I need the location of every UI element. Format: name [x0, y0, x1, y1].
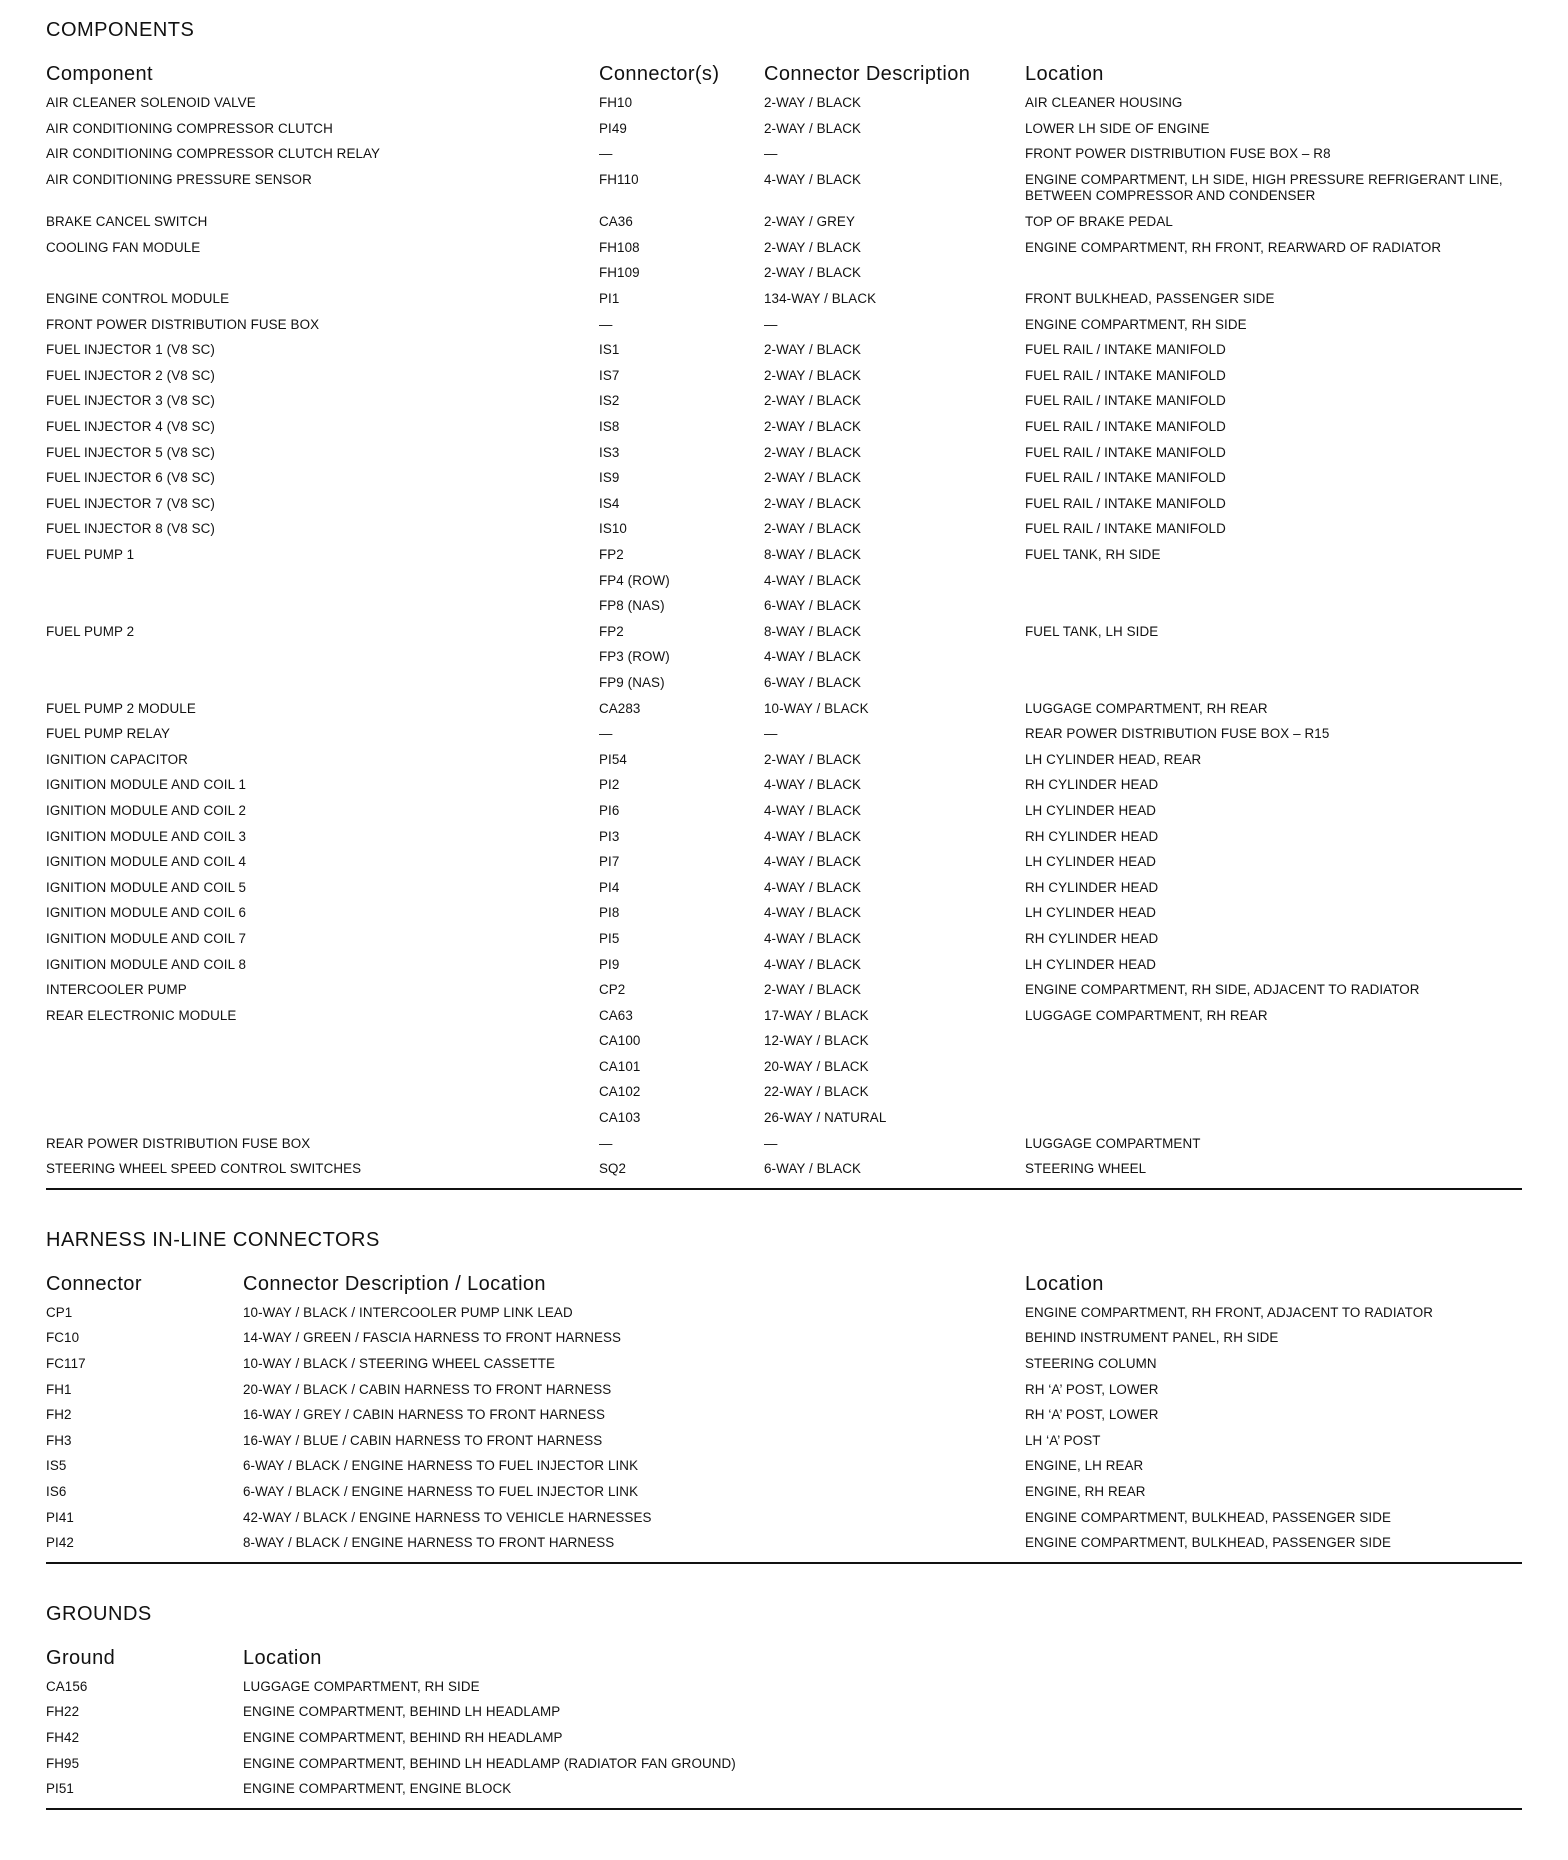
component-location: FUEL RAIL / INTAKE MANIFOLD	[1025, 342, 1226, 358]
connector-location: LH ‘A’ POST	[1025, 1432, 1101, 1448]
connector-description: 4-WAY / BLACK	[764, 649, 862, 665]
header-location: Location	[1025, 63, 1104, 85]
connector-id: —	[599, 726, 613, 742]
component-location: FUEL RAIL / INTAKE MANIFOLD	[1025, 419, 1226, 435]
table-row	[46, 1327, 1522, 1353]
harness-table-body	[46, 1302, 1522, 1558]
connector-description: 20-WAY / BLACK	[764, 1058, 869, 1074]
connector-id: IS8	[599, 419, 620, 435]
component-name: IGNITION MODULE AND COIL 3	[46, 828, 247, 844]
table-row	[46, 1081, 1522, 1107]
component-location: RH CYLINDER HEAD	[1025, 828, 1159, 844]
table-row	[46, 570, 1522, 596]
table-row	[46, 118, 1522, 144]
connector-id: PI49	[599, 120, 627, 136]
component-name	[46, 1081, 599, 1084]
component-location: FUEL RAIL / INTAKE MANIFOLD	[1025, 367, 1226, 383]
component-location: ENGINE COMPARTMENT, RH SIDE	[1025, 316, 1247, 332]
connector-id: FC10	[46, 1330, 80, 1346]
component-name: FUEL INJECTOR 7 (V8 SC)	[46, 495, 215, 511]
ground-id: PI51	[46, 1781, 74, 1797]
table-row	[46, 698, 1522, 724]
table-row	[46, 237, 1522, 263]
component-location: FUEL RAIL / INTAKE MANIFOLD	[1025, 521, 1226, 537]
component-name: FUEL INJECTOR 4 (V8 SC)	[46, 419, 215, 435]
component-location	[1025, 646, 1522, 649]
connector-id: IS6	[46, 1484, 67, 1499]
harness-header-row	[46, 1266, 1522, 1296]
table-row	[46, 1056, 1522, 1082]
component-name: FUEL PUMP 2	[46, 623, 135, 639]
component-location: LOWER LH SIDE OF ENGINE	[1025, 120, 1210, 136]
ground-id: CA156	[46, 1678, 88, 1694]
connector-location: ENGINE COMPARTMENT, BULKHEAD, PASSENGER SIDE	[1025, 1535, 1392, 1551]
table-row	[46, 902, 1522, 928]
component-name: FUEL INJECTOR 3 (V8 SC)	[46, 393, 215, 409]
table-row	[46, 1005, 1522, 1031]
component-name: FUEL PUMP 2 MODULE	[46, 700, 196, 716]
connector-description: 10-WAY / BLACK / INTERCOOLER PUMP LINK LEAD	[243, 1304, 573, 1320]
components-section	[46, 10, 1522, 1190]
component-location: LH CYLINDER HEAD	[1025, 802, 1157, 818]
connector-description: 134-WAY / BLACK	[764, 291, 877, 307]
table-row	[46, 493, 1522, 519]
component-name	[46, 1030, 599, 1033]
component-location: TOP OF BRAKE PEDAL	[1025, 214, 1173, 230]
table-row	[46, 1676, 1522, 1702]
component-location: FRONT BULKHEAD, PASSENGER SIDE	[1025, 291, 1275, 307]
connector-description: 4-WAY / BLACK	[764, 905, 862, 921]
table-row	[46, 851, 1522, 877]
component-location: LH CYLINDER HEAD, REAR	[1025, 751, 1202, 767]
connector-description: 4-WAY / BLACK	[764, 572, 862, 588]
connector-id: PI1	[599, 291, 620, 307]
header-location: Location	[1025, 1272, 1104, 1295]
connector-id: FH10	[599, 95, 633, 110]
components-header-row	[46, 56, 1522, 86]
component-location	[1025, 595, 1522, 598]
table-row	[46, 595, 1522, 621]
connector-id: PI54	[599, 751, 627, 767]
ground-location: LUGGAGE COMPARTMENT, RH SIDE	[243, 1678, 480, 1694]
table-row	[46, 672, 1522, 698]
connector-description: 2-WAY / BLACK	[764, 239, 862, 255]
table-row	[46, 1701, 1522, 1727]
connector-description: 8-WAY / BLACK	[764, 547, 862, 562]
table-row	[46, 749, 1522, 775]
table-row	[46, 800, 1522, 826]
connector-id: CP1	[46, 1304, 73, 1320]
connector-id: PI5	[599, 930, 620, 946]
table-row	[46, 1753, 1522, 1779]
connector-description: 2-WAY / BLACK	[764, 470, 862, 486]
component-name	[46, 1056, 599, 1059]
header-connectors: Connector(s)	[599, 63, 720, 85]
component-location: FUEL RAIL / INTAKE MANIFOLD	[1025, 393, 1226, 409]
table-row	[46, 954, 1522, 980]
grounds-title: GROUNDS	[46, 1602, 152, 1625]
connector-location: RH ‘A’ POST, LOWER	[1025, 1381, 1159, 1397]
grounds-section	[46, 1594, 1522, 1810]
component-name: FUEL PUMP 1	[46, 547, 135, 562]
table-row	[46, 826, 1522, 852]
connector-description: 2-WAY / BLACK	[764, 444, 862, 460]
connector-description: 14-WAY / GREEN / FASCIA HARNESS TO FRONT HARNESS	[243, 1330, 622, 1346]
header-connector-description: Connector Description	[764, 63, 971, 85]
component-name: ENGINE CONTROL MODULE	[46, 291, 230, 307]
component-location: AIR CLEANER HOUSING	[1025, 95, 1183, 110]
connector-id: IS3	[599, 444, 620, 460]
connector-id: FP8 (NAS)	[599, 598, 665, 614]
component-location	[1025, 1056, 1522, 1059]
component-name: REAR POWER DISTRIBUTION FUSE BOX	[46, 1135, 311, 1151]
table-row	[46, 1532, 1522, 1558]
table-row	[46, 92, 1522, 118]
component-location	[1025, 1107, 1522, 1110]
ground-location: ENGINE COMPARTMENT, BEHIND RH HEADLAMP	[243, 1729, 563, 1745]
ground-location: ENGINE COMPARTMENT, BEHIND LH HEADLAMP	[243, 1704, 561, 1720]
connector-id: CA102	[599, 1084, 641, 1100]
component-name: BRAKE CANCEL SWITCH	[46, 214, 208, 230]
ground-location: ENGINE COMPARTMENT, BEHIND LH HEADLAMP (RADIATOR FAN GROUND)	[243, 1755, 736, 1771]
connector-description: —	[764, 316, 778, 332]
table-row	[46, 877, 1522, 903]
component-location	[1025, 262, 1522, 265]
connector-location: RH ‘A’ POST, LOWER	[1025, 1407, 1159, 1423]
connector-description: 6-WAY / BLACK / ENGINE HARNESS TO FUEL INJECTOR LINK	[243, 1484, 639, 1499]
connector-description: 2-WAY / BLACK	[764, 419, 862, 435]
connector-description: 4-WAY / BLACK	[764, 828, 862, 844]
table-row	[46, 1430, 1522, 1456]
connector-location: ENGINE, LH REAR	[1025, 1458, 1144, 1474]
component-location: ENGINE COMPARTMENT, RH FRONT, REARWARD OF RADIATOR	[1025, 239, 1442, 255]
ground-id: FH42	[46, 1729, 80, 1745]
component-location	[1025, 1081, 1522, 1084]
connector-id: —	[599, 146, 613, 162]
table-row	[46, 314, 1522, 340]
table-row	[46, 1379, 1522, 1405]
header-connector-description-location: Connector Description / Location	[243, 1272, 546, 1295]
component-name	[46, 570, 599, 573]
table-row	[46, 1353, 1522, 1379]
connector-id: IS10	[599, 521, 627, 537]
table-row	[46, 979, 1522, 1005]
component-location: LH CYLINDER HEAD	[1025, 956, 1157, 972]
connector-id: PI2	[599, 777, 620, 793]
connector-id: FC117	[46, 1356, 86, 1372]
component-name: IGNITION MODULE AND COIL 2	[46, 802, 247, 818]
connector-description: 2-WAY / BLACK	[764, 95, 862, 110]
grounds-table-body	[46, 1676, 1522, 1804]
table-row	[46, 416, 1522, 442]
table-row	[46, 518, 1522, 544]
connector-id: IS4	[599, 495, 620, 511]
ground-id: FH95	[46, 1755, 80, 1771]
grounds-header-row	[46, 1640, 1522, 1670]
table-row	[46, 390, 1522, 416]
connector-description: 2-WAY / BLACK	[764, 367, 862, 383]
connector-id: CP2	[599, 982, 626, 998]
component-name: IGNITION MODULE AND COIL 8	[46, 956, 247, 972]
connector-id: IS9	[599, 470, 620, 486]
table-row	[46, 774, 1522, 800]
connector-description: 17-WAY / BLACK	[764, 1007, 869, 1023]
component-location: LUGGAGE COMPARTMENT, RH REAR	[1025, 1007, 1268, 1023]
section-divider	[46, 1562, 1522, 1564]
ground-id: FH22	[46, 1704, 80, 1720]
table-row	[46, 928, 1522, 954]
table-row	[46, 1727, 1522, 1753]
component-name	[46, 646, 599, 649]
component-name: AIR CONDITIONING COMPRESSOR CLUTCH	[46, 120, 333, 136]
component-name: IGNITION MODULE AND COIL 5	[46, 879, 247, 895]
connector-description: 4-WAY / BLACK	[764, 854, 862, 870]
connector-id: FP3 (ROW)	[599, 649, 670, 665]
component-location: FRONT POWER DISTRIBUTION FUSE BOX – R8	[1025, 146, 1331, 162]
component-name: IGNITION MODULE AND COIL 7	[46, 930, 247, 946]
connector-id: FH108	[599, 239, 640, 255]
connector-id: FP2	[599, 623, 624, 639]
connector-id: CA100	[599, 1033, 641, 1049]
connector-description: 6-WAY / BLACK / ENGINE HARNESS TO FUEL INJECTOR LINK	[243, 1458, 639, 1474]
connector-id: IS1	[599, 342, 620, 358]
connector-id: PI6	[599, 802, 620, 818]
connector-id: PI7	[599, 854, 620, 870]
components-title: COMPONENTS	[46, 19, 195, 41]
connector-id: FP2	[599, 547, 624, 562]
component-name: IGNITION MODULE AND COIL 6	[46, 905, 247, 921]
table-row	[46, 288, 1522, 314]
connector-description: 4-WAY / BLACK	[764, 879, 862, 895]
table-row	[46, 1455, 1522, 1481]
connector-description: 2-WAY / GREY	[764, 214, 855, 230]
connector-description: 2-WAY / BLACK	[764, 120, 862, 136]
table-row	[46, 169, 1522, 212]
component-location: RH CYLINDER HEAD	[1025, 777, 1159, 793]
component-location: FUEL TANK, LH SIDE	[1025, 623, 1159, 639]
connector-description: 8-WAY / BLACK / ENGINE HARNESS TO FRONT HARNESS	[243, 1535, 615, 1551]
component-location: ENGINE COMPARTMENT, RH SIDE, ADJACENT TO RADIATOR	[1025, 982, 1420, 998]
table-row	[46, 211, 1522, 237]
connector-location: ENGINE COMPARTMENT, RH FRONT, ADJACENT TO RADIATOR	[1025, 1304, 1434, 1320]
connector-description: —	[764, 1135, 778, 1151]
component-location: STEERING WHEEL	[1025, 1161, 1147, 1177]
table-row	[46, 1030, 1522, 1056]
component-location: FUEL RAIL / INTAKE MANIFOLD	[1025, 470, 1226, 486]
table-row	[46, 262, 1522, 288]
connector-description: 26-WAY / NATURAL	[764, 1110, 887, 1126]
table-row	[46, 621, 1522, 647]
connector-id: FP9 (NAS)	[599, 674, 665, 690]
component-location	[1025, 672, 1522, 675]
connector-id: —	[599, 316, 613, 332]
connector-id: IS2	[599, 393, 620, 409]
connector-location: ENGINE, RH REAR	[1025, 1484, 1146, 1499]
component-name: AIR CONDITIONING COMPRESSOR CLUTCH RELAY	[46, 146, 381, 162]
table-row	[46, 544, 1522, 570]
component-location: LUGGAGE COMPARTMENT	[1025, 1135, 1201, 1151]
connector-id: FH109	[599, 265, 640, 281]
table-row	[46, 339, 1522, 365]
connector-id: IS7	[599, 367, 620, 383]
connector-id: CA36	[599, 214, 633, 230]
connector-id: PI8	[599, 905, 620, 921]
section-divider	[46, 1808, 1522, 1810]
connector-description: 42-WAY / BLACK / ENGINE HARNESS TO VEHICLE HARNESSES	[243, 1509, 652, 1525]
connector-id: IS5	[46, 1458, 67, 1474]
connector-description: —	[764, 726, 778, 742]
connector-description: 4-WAY / BLACK	[764, 777, 862, 793]
connector-location: ENGINE COMPARTMENT, BULKHEAD, PASSENGER SIDE	[1025, 1509, 1392, 1525]
connector-id: PI3	[599, 828, 620, 844]
components-table-body	[46, 92, 1522, 1184]
connector-description: 2-WAY / BLACK	[764, 751, 862, 767]
connector-description: 16-WAY / GREY / CABIN HARNESS TO FRONT HARNESS	[243, 1407, 606, 1423]
connector-id: FH3	[46, 1432, 72, 1448]
section-divider	[46, 1188, 1522, 1190]
harness-title: HARNESS IN-LINE CONNECTORS	[46, 1228, 380, 1251]
component-location: FUEL RAIL / INTAKE MANIFOLD	[1025, 495, 1226, 511]
connector-id: PI42	[46, 1535, 74, 1551]
table-row	[46, 1158, 1522, 1184]
component-location: FUEL RAIL / INTAKE MANIFOLD	[1025, 444, 1226, 460]
component-name: IGNITION MODULE AND COIL 1	[46, 777, 247, 793]
table-row	[46, 1133, 1522, 1159]
connector-description: 20-WAY / BLACK / CABIN HARNESS TO FRONT HARNESS	[243, 1381, 612, 1397]
ground-location: ENGINE COMPARTMENT, ENGINE BLOCK	[243, 1781, 512, 1797]
connector-id: PI9	[599, 956, 620, 972]
connector-description: 2-WAY / BLACK	[764, 495, 862, 511]
component-name: FUEL PUMP RELAY	[46, 726, 171, 742]
component-location: LH CYLINDER HEAD	[1025, 854, 1157, 870]
component-location: RH CYLINDER HEAD	[1025, 930, 1159, 946]
connector-id: FH110	[599, 171, 639, 187]
component-name: FUEL INJECTOR 2 (V8 SC)	[46, 367, 215, 383]
connector-id: FH1	[46, 1381, 72, 1397]
header-component: Component	[46, 63, 153, 85]
connector-id: CA101	[599, 1058, 641, 1074]
connector-id: FH2	[46, 1407, 72, 1423]
component-name: IGNITION MODULE AND COIL 4	[46, 854, 247, 870]
table-row	[46, 1302, 1522, 1328]
header-location: Location	[243, 1646, 322, 1669]
connector-description: 12-WAY / BLACK	[764, 1033, 869, 1049]
component-name: AIR CONDITIONING PRESSURE SENSOR	[46, 171, 312, 187]
table-row	[46, 143, 1522, 169]
component-name	[46, 262, 599, 265]
table-row	[46, 1404, 1522, 1430]
table-row	[46, 442, 1522, 468]
component-name: INTERCOOLER PUMP	[46, 982, 187, 998]
connector-id: CA63	[599, 1007, 633, 1023]
table-row	[46, 1778, 1522, 1804]
table-row	[46, 723, 1522, 749]
harness-section	[46, 1220, 1522, 1564]
component-name: REAR ELECTRONIC MODULE	[46, 1007, 237, 1023]
component-name	[46, 1107, 599, 1110]
component-name: IGNITION CAPACITOR	[46, 751, 188, 767]
table-row	[46, 467, 1522, 493]
connector-id: FP4 (ROW)	[599, 572, 670, 588]
component-location: LH CYLINDER HEAD	[1025, 905, 1157, 921]
connector-location: BEHIND INSTRUMENT PANEL, RH SIDE	[1025, 1330, 1279, 1346]
connector-description: 4-WAY / BLACK	[764, 956, 862, 972]
connector-location: STEERING COLUMN	[1025, 1356, 1157, 1372]
connector-description: 16-WAY / BLUE / CABIN HARNESS TO FRONT HARNESS	[243, 1432, 603, 1448]
component-location: FUEL TANK, RH SIDE	[1025, 547, 1161, 562]
connector-description: 2-WAY / BLACK	[764, 393, 862, 409]
component-name: FUEL INJECTOR 1 (V8 SC)	[46, 342, 215, 358]
connector-description: 8-WAY / BLACK	[764, 623, 862, 639]
component-location: LUGGAGE COMPARTMENT, RH REAR	[1025, 700, 1268, 716]
connector-id: PI41	[46, 1509, 74, 1525]
connector-id: CA283	[599, 700, 641, 716]
table-row	[46, 646, 1522, 672]
document-page	[46, 0, 1522, 1810]
connector-id: CA103	[599, 1110, 641, 1126]
component-name: FUEL INJECTOR 5 (V8 SC)	[46, 444, 215, 460]
connector-description: 10-WAY / BLACK / STEERING WHEEL CASSETTE	[243, 1356, 556, 1372]
component-name: AIR CLEANER SOLENOID VALVE	[46, 95, 256, 110]
component-name: FUEL INJECTOR 6 (V8 SC)	[46, 470, 215, 486]
component-name	[46, 595, 599, 598]
table-row	[46, 365, 1522, 391]
connector-description: 2-WAY / BLACK	[764, 982, 862, 998]
component-location: REAR POWER DISTRIBUTION FUSE BOX – R15	[1025, 726, 1330, 742]
table-row	[46, 1107, 1522, 1133]
connector-id: PI4	[599, 879, 620, 895]
connector-description: 6-WAY / BLACK	[764, 674, 862, 690]
connector-description: 4-WAY / BLACK	[764, 930, 862, 946]
connector-description: 6-WAY / BLACK	[764, 598, 862, 614]
connector-description: 2-WAY / BLACK	[764, 342, 862, 358]
connector-description: 4-WAY / BLACK	[764, 802, 862, 818]
connector-id: SQ2	[599, 1161, 627, 1177]
component-location: ENGINE COMPARTMENT, LH SIDE, HIGH PRESSURE REFRIGERANT LINE, BETWEEN COMPRESSOR AND CONDENSER	[1025, 171, 1503, 203]
connector-description: 10-WAY / BLACK	[764, 700, 869, 716]
header-connector: Connector	[46, 1272, 142, 1295]
connector-description: 22-WAY / BLACK	[764, 1084, 869, 1100]
connector-description: 6-WAY / BLACK	[764, 1161, 862, 1177]
table-row	[46, 1481, 1522, 1507]
header-ground: Ground	[46, 1646, 116, 1669]
component-location	[1025, 570, 1522, 573]
connector-description: 2-WAY / BLACK	[764, 265, 862, 281]
component-name: FRONT POWER DISTRIBUTION FUSE BOX	[46, 316, 320, 332]
component-location: RH CYLINDER HEAD	[1025, 879, 1159, 895]
connector-description: 2-WAY / BLACK	[764, 521, 862, 537]
component-name	[46, 672, 599, 675]
component-name: COOLING FAN MODULE	[46, 239, 201, 255]
component-location	[1025, 1030, 1522, 1033]
component-name: FUEL INJECTOR 8 (V8 SC)	[46, 521, 215, 537]
connector-description: —	[764, 146, 778, 162]
table-row	[46, 1507, 1522, 1533]
connector-description: 4-WAY / BLACK	[764, 171, 862, 187]
component-name: STEERING WHEEL SPEED CONTROL SWITCHES	[46, 1161, 362, 1177]
connector-id: —	[599, 1135, 613, 1151]
